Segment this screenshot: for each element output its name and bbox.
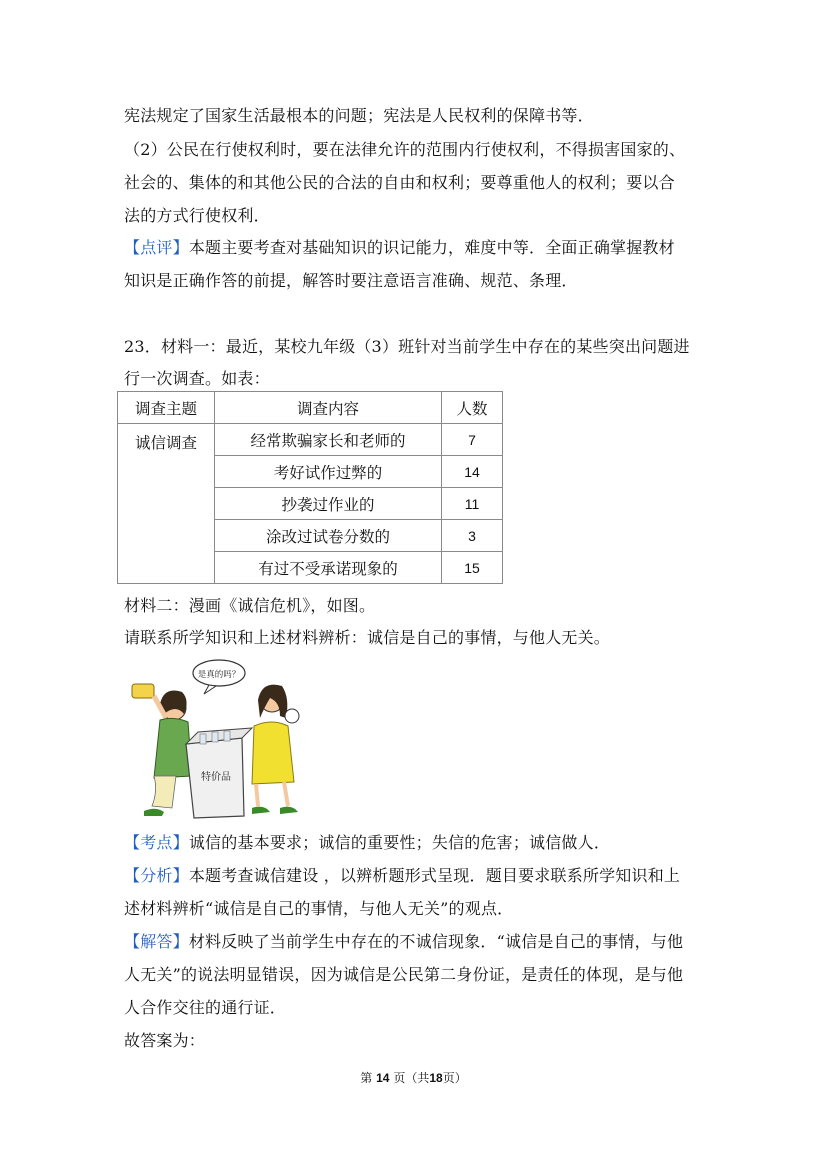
fenxi-line: 述材料辨析“诚信是自己的事情，与他人无关”的观点．	[124, 899, 514, 918]
footer-post: 页）	[442, 1071, 467, 1085]
count-cell: 7	[442, 424, 503, 456]
question-line: 行一次调查。如表：	[124, 369, 270, 388]
paragraph-line: （2）公民在行使权利时，要在法律允许的范围内行使权利，不得损害国家的、	[124, 140, 686, 159]
jieda-line: 人无关”的说法明显错误，因为诚信是公民第二身份证，是责任的体现，是与他	[124, 965, 684, 984]
header-count: 人数	[442, 392, 503, 424]
jieda-line: 人合作交往的通行证．	[124, 998, 287, 1017]
answer-label: 故答案为：	[124, 1031, 206, 1050]
content-cell: 考好试作过弊的	[215, 456, 442, 488]
sign-text: 特价品	[201, 772, 231, 783]
kaodian-line	[124, 833, 610, 853]
jieda-line	[124, 932, 683, 952]
table-header-row	[118, 392, 503, 424]
header-topic: 调查主题	[118, 392, 215, 424]
kaodian-tag: 【考点】	[124, 833, 189, 852]
comment-tag: 【点评】	[124, 238, 189, 257]
count-cell: 3	[442, 520, 503, 552]
comment-line	[124, 238, 675, 258]
footer-pre: 第	[360, 1071, 373, 1085]
fenxi-line	[124, 866, 680, 886]
material2-line: 材料二：漫画《诚信危机》，如图。	[124, 596, 376, 615]
page-footer	[0, 1069, 827, 1086]
paragraph-line: 法的方式行使权利．	[124, 206, 270, 225]
jieda-tag: 【解答】	[124, 932, 189, 951]
paragraph-line: 社会的、集体的和其他公民的合法的自由和权利；要尊重他人的权利；要以合	[124, 173, 675, 192]
prompt-line: 请联系所学知识和上述材料辨析：诚信是自己的事情，与他人无关。	[124, 628, 611, 647]
survey-table	[117, 391, 503, 584]
comment-text: 本题主要考查对基础知识的识记能力，难度中等．全面正确掌握教材	[188, 238, 675, 257]
footer-page-number: 14	[376, 1071, 390, 1085]
paragraph-line: 宪法规定了国家生活最根本的问题；宪法是人民权利的保障书等．	[124, 106, 594, 125]
topic-cell: 诚信调查	[118, 424, 215, 584]
footer-mid: 页（共	[393, 1071, 430, 1085]
content-cell: 有过不受承诺现象的	[215, 552, 442, 584]
fenxi-text: 本题考查诚信建设 ，以辨析题形式呈现．题目要求联系所学知识和上	[188, 866, 681, 885]
header-content: 调查内容	[215, 392, 442, 424]
count-cell: 14	[442, 456, 503, 488]
count-cell: 11	[442, 488, 503, 520]
table-row	[118, 424, 503, 456]
jieda-text: 材料反映了当前学生中存在的不诚信现象．“诚信是自己的事情，与他	[188, 932, 684, 951]
comment-line: 知识是正确作答的前提，解答时要注意语言准确、规范、条理．	[124, 271, 578, 290]
content-cell: 经常欺骗家长和老师的	[215, 424, 442, 456]
bubble-text: 是真的吗？	[197, 670, 241, 680]
count-cell: 15	[442, 552, 503, 584]
content-cell: 涂改过试卷分数的	[215, 520, 442, 552]
question-line: 23．材料一：最近，某校九年级（3）班针对当前学生中存在的某些突出问题进	[124, 337, 690, 356]
footer-total-pages: 18	[429, 1071, 443, 1085]
cartoon-image	[124, 656, 310, 822]
kaodian-text: 诚信的基本要求；诚信的重要性；失信的危害；诚信做人．	[188, 833, 611, 852]
content-cell: 抄袭过作业的	[215, 488, 442, 520]
fenxi-tag: 【分析】	[124, 866, 189, 885]
